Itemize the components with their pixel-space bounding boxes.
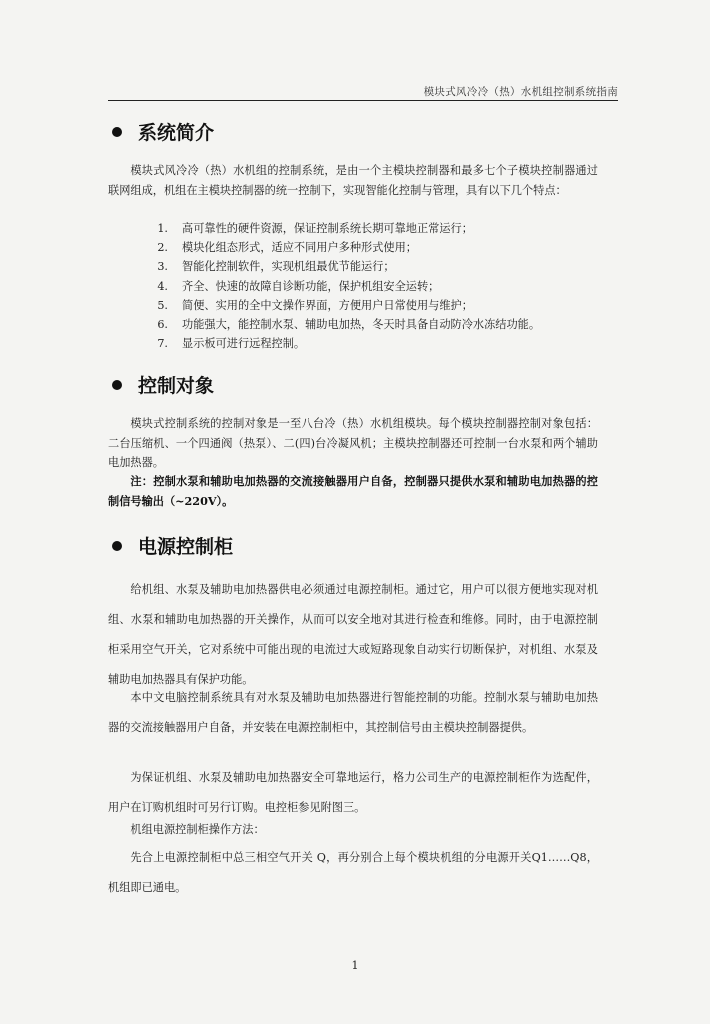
- feature-item: 4. 齐全、快速的故障自诊断功能，保护机组安全运转；: [157, 279, 440, 293]
- control-objects-note: 注：控制水泵和辅助电加热器的交流接触器用户自备，控制器只提供水泵和辅助电加热器的控制信号输出（~220V）。: [108, 474, 598, 508]
- header-rule: [108, 100, 618, 101]
- running-header: 模块式风冷冷（热）水机组控制系统指南: [423, 86, 618, 98]
- power-cabinet-paragraph: 给机组、水泵及辅助电加热器供电必须通过电源控制柜。通过它，用户可以很方便地实现对机组、水泵和辅助电加热器的开关操作，从而可以安全地对其进行检查和维修。同时，由于电源控制柜采用空气开关，它对系统中可能出现的电流过大或短路现象自动实行切断保护，对机组、水泵及辅助电加热器具有保护功能。: [108, 583, 598, 686]
- section-title-text: 控制对象: [138, 375, 215, 397]
- feature-item: 7. 显示板可进行远程控制。: [157, 337, 306, 351]
- feature-item: 1. 高可靠性的硬件资源，保证控制系统长期可靠地正常运行；: [157, 222, 473, 235]
- page-number: 1: [351, 959, 359, 972]
- power-cabinet-paragraph: 本中文电脑控制系统具有对水泵及辅助电加热器进行智能控制的功能。控制水泵与辅助电加热器的交流接触器用户自备，并安装在电源控制柜中，其控制信号由主模块控制器提供。: [108, 691, 598, 734]
- feature-item: 5. 简便、实用的全中文操作界面，方便用户日常使用与维护；: [157, 298, 473, 312]
- section-title-power-cabinet: [108, 532, 233, 559]
- power-cabinet-paragraph: 为保证机组、水泵及辅助电加热器安全可靠地运行，格力公司生产的电源控制柜作为选配件，用户在订购机组时可另行订购。电控柜参见附图三。: [108, 771, 598, 814]
- feature-item: 3. 智能化控制软件，实现机组最优节能运行；: [157, 260, 395, 274]
- section-title-text: 电源控制柜: [138, 536, 234, 558]
- intro-paragraph: 模块式风冷冷（热）水机组的控制系统，是由一个主模块控制器和最多七个子模块控制器通过联网组成，机组在主模块控制器的统一控制下，实现智能化控制与管理，具有以下几个特点：: [108, 164, 598, 197]
- power-cabinet-paragraph: 先合上电源控制柜中总三相空气开关 Q，再分别合上每个模块机组的分电源开关Q1……Q8，机组即已通电。: [108, 851, 598, 894]
- feature-item: 2. 模块化组态形式，适应不同用户多种形式使用；: [157, 241, 417, 255]
- feature-item: 6. 功能强大，能控制水泵、辅助电加热，冬天时具备自动防冷水冻结功能。: [157, 318, 541, 332]
- bullet-icon: [112, 541, 122, 551]
- control-objects-paragraph: 模块式控制系统的控制对象是一至八台冷（热）水机组模块。每个模块控制器控制对象包括：二台压缩机、一个四通阀（热泵）、二(四)台冷凝风机；主模块控制器还可控制一台水泵和两个辅助电加热器。: [108, 417, 598, 469]
- section-title-text: 系统简介: [138, 122, 215, 144]
- bullet-icon: [112, 380, 122, 390]
- section-title-control-objects: [108, 371, 214, 398]
- section-title-intro: [108, 118, 214, 145]
- bullet-icon: [112, 127, 122, 137]
- power-cabinet-paragraph: 机组电源控制柜操作方法：: [130, 823, 265, 836]
- feature-list: [108, 219, 600, 353]
